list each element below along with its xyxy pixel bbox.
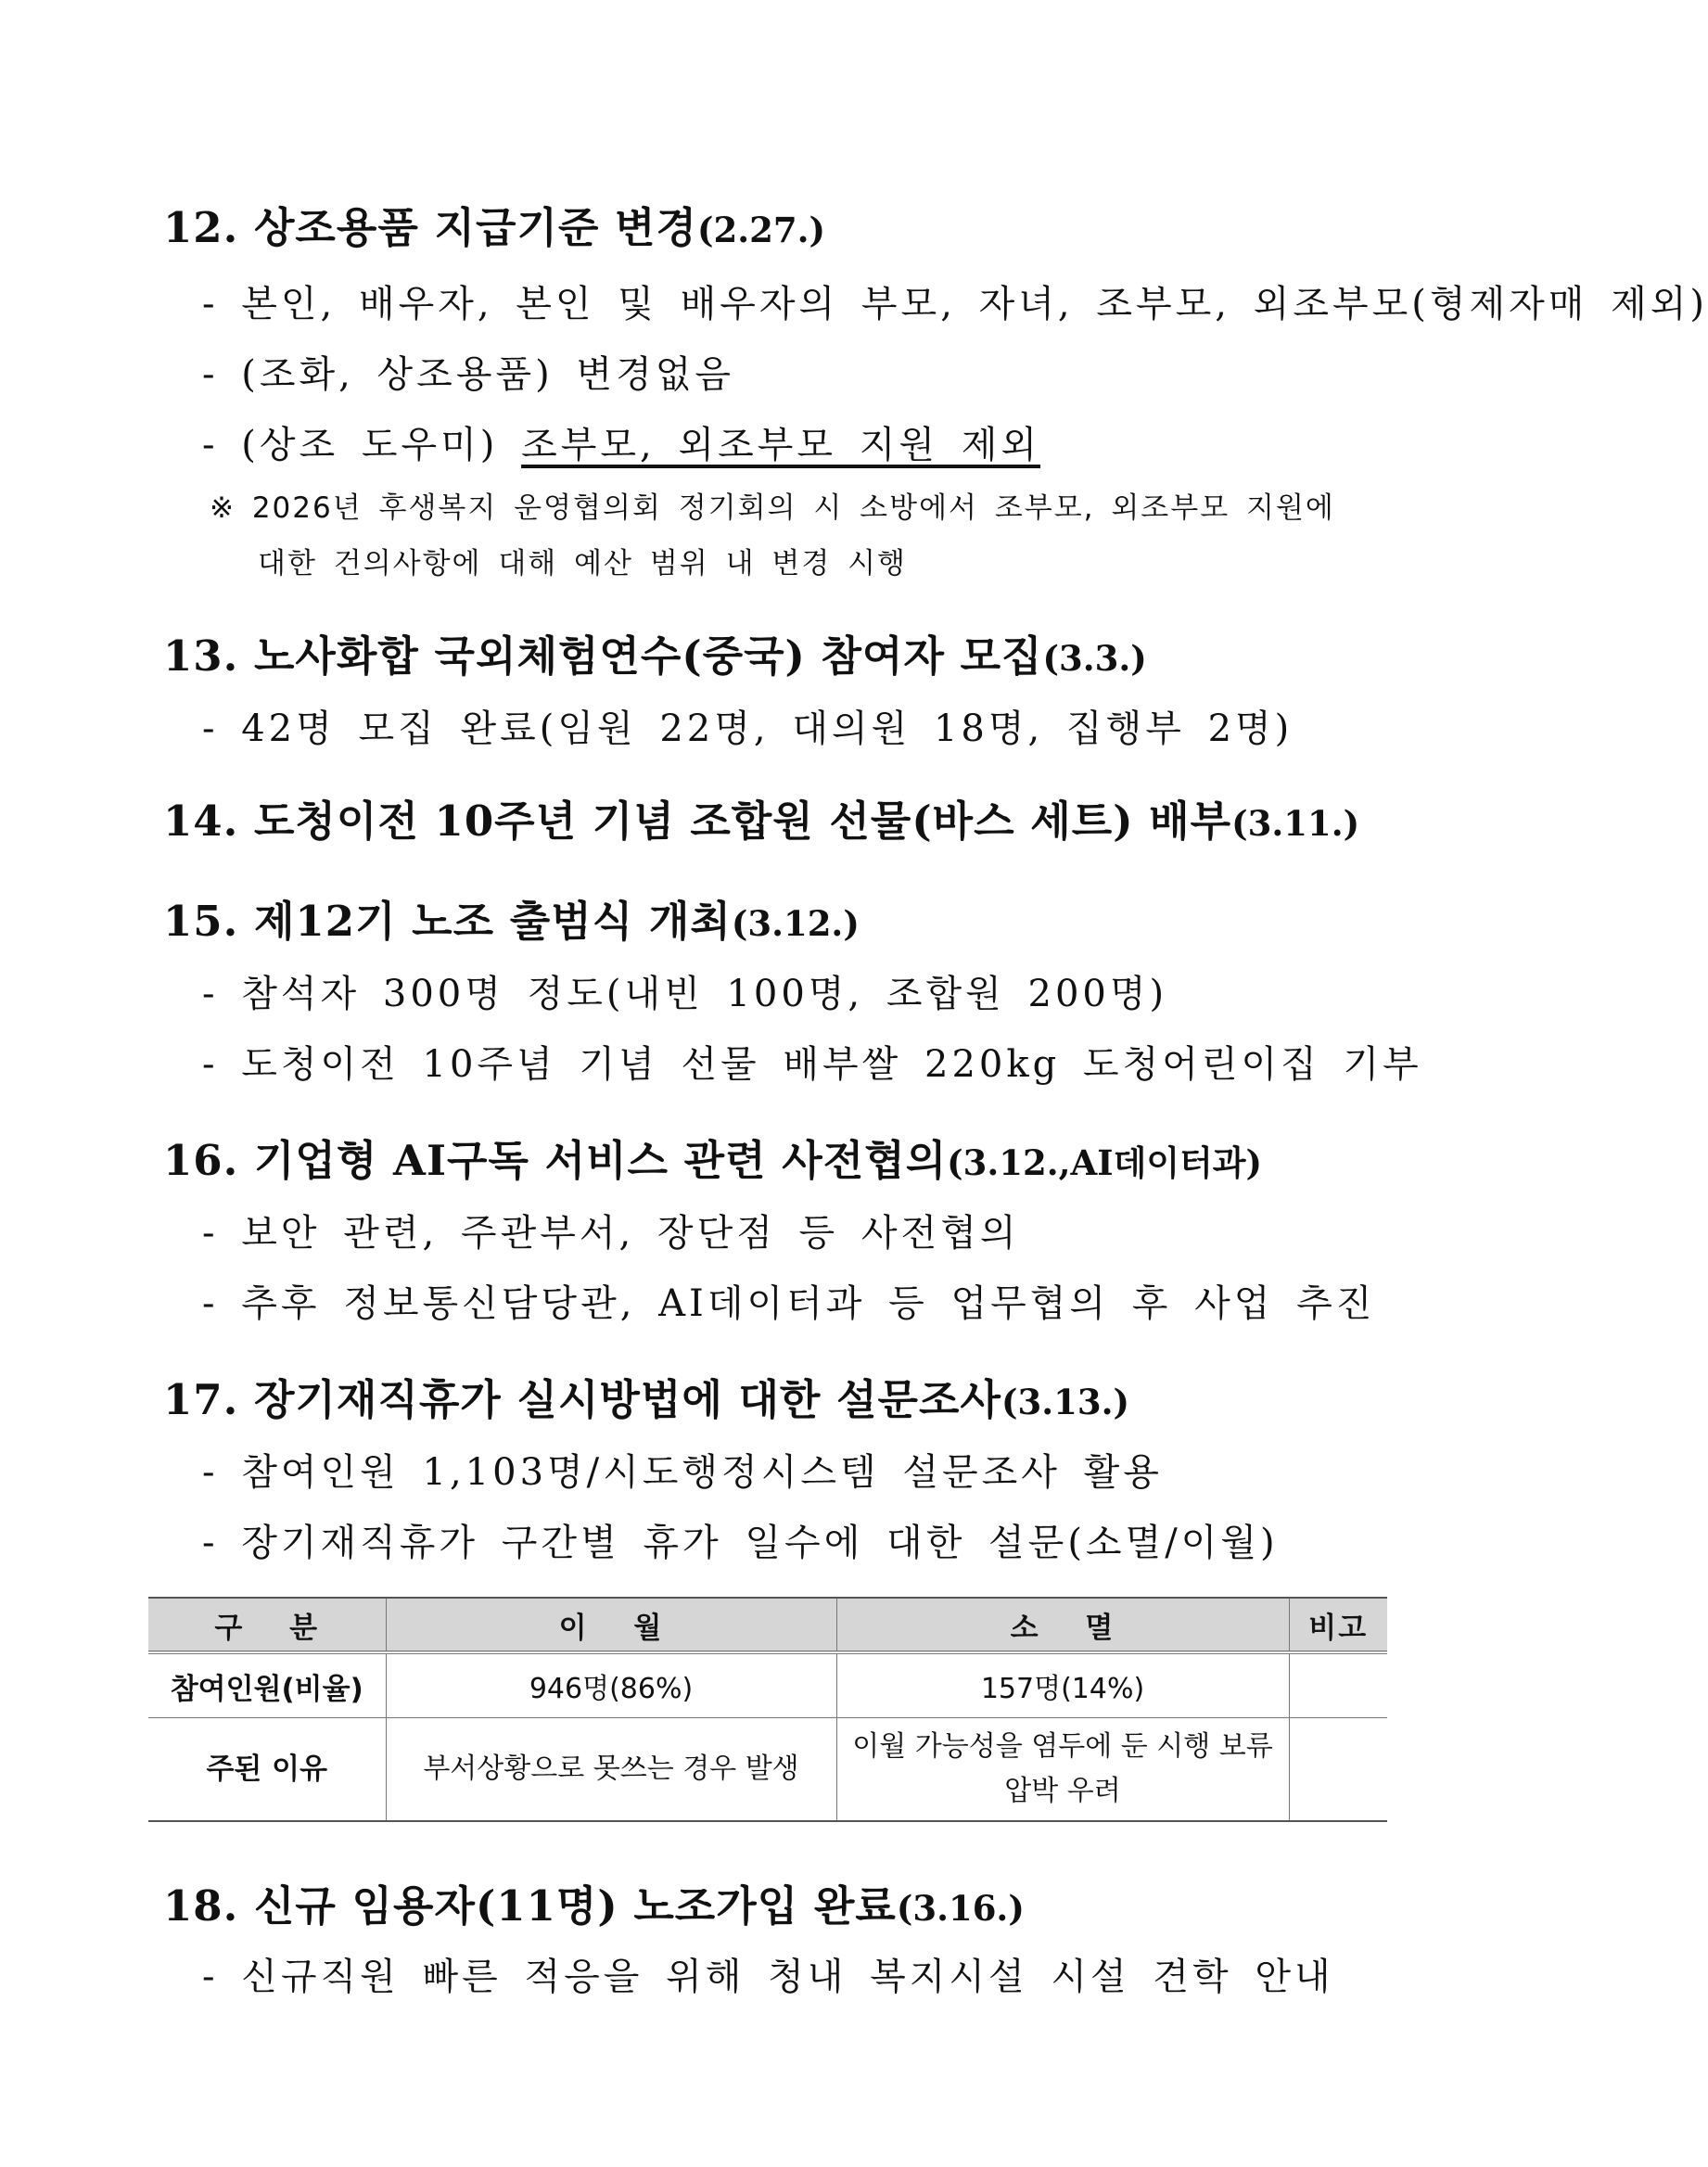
section-16-bullet-2: - 추후 정보통신담당관, AI데이터과 등 업무협의 후 사업 추진 [202,1282,1376,1325]
section-12-bullet-1: - 본인, 배우자, 본인 및 배우자의 부모, 자녀, 조부모, 외조부모(형제자매 제외) [202,283,1708,325]
carryover-cell: 946명(86%) [386,1652,836,1718]
section-date: (3.3.) [1042,638,1147,679]
section-date: (2.27.) [697,210,826,250]
header-category: 구 분 [148,1598,386,1652]
section-13-bullet-1: - 42명 모집 완료(임원 22명, 대의원 18명, 집행부 2명) [202,707,1294,750]
note-cell [1289,1652,1387,1718]
section-15-heading [163,896,860,950]
section-18-bullet-1: - 신규직원 빠른 적응을 위해 청내 복지시설 시설 견학 안내 [202,1956,1334,1998]
survey-results-table [148,1597,1387,1822]
expire-line-2: 압박 우려 [1004,1775,1121,1807]
table-row [148,1718,1387,1822]
section-title: 13. 노사화합 국외체험연수(중국) 참여자 모집 [163,631,1043,681]
section-date: (3.12.) [731,903,860,944]
section-12-heading [163,202,825,256]
carryover-cell: 부서상황으로 못쓰는 경우 발생 [386,1718,836,1822]
section-15-bullet-2: - 도청이전 10주념 기념 선물 배부쌀 220kg 도청어린이집 기부 [202,1043,1422,1086]
section-title: 14. 도청이전 10주년 기념 조합원 선물(바스 세트) 배부 [163,797,1232,846]
header-carryover: 이 월 [386,1598,836,1652]
header-expire: 소 멸 [836,1598,1289,1652]
section-12-note-line-1: ※ 2026년 후생복지 운영협의회 정기회의 시 소방에서 조부모, 외조부모 지원에 [210,491,1335,525]
section-17-heading [163,1374,1129,1428]
section-12-bullet-3 [202,421,1040,469]
expire-line-1: 이월 가능성을 염두에 둔 시행 보류 [852,1730,1273,1763]
section-date: (3.11.) [1231,803,1360,844]
section-12-bullet-2: - (조화, 상조용품) 변경없음 [202,353,734,396]
section-title: 12. 상조용품 지급기준 변경 [163,203,697,252]
row-label: 주된 이유 [148,1718,386,1822]
section-15-bullet-1: - 참석자 300명 정도(내빈 100명, 조합원 200명) [202,973,1168,1015]
section-title: 17. 장기재직휴가 실시방법에 대한 설문조사 [163,1375,1001,1424]
bullet-prefix: - (상조 도우미) [202,424,522,466]
section-14-heading [163,796,1359,849]
section-title: 16. 기업형 AI구독 서비스 관련 사전협의 [163,1136,948,1185]
header-note: 비고 [1289,1598,1387,1652]
table-header-row [148,1598,1387,1652]
row-label: 참여인원(비율) [148,1652,386,1718]
section-16-heading [163,1135,1262,1189]
section-17-bullet-1: - 참여인원 1,103명/시도행정시스템 설문조사 활용 [202,1451,1163,1494]
table-row [148,1652,1387,1718]
section-16-bullet-1: - 보안 관련, 주관부서, 장단점 등 사전협의 [202,1212,1020,1255]
section-title: 15. 제12기 노조 출범식 개최 [163,897,732,946]
note-cell [1289,1718,1387,1822]
section-date: (3.16.) [896,1888,1025,1929]
expire-cell: 157명(14%) [836,1652,1289,1718]
section-18-heading [163,1880,1025,1934]
section-17-bullet-2: - 장기재직휴가 구간별 휴가 일수에 대한 설문(소멸/이월) [202,1522,1279,1564]
section-13-heading [163,631,1147,684]
section-date: (3.12.,AI데이터과) [947,1142,1263,1183]
section-title: 18. 신규 임용자(11명) 노조가입 완료 [163,1881,897,1931]
expire-cell [836,1718,1289,1822]
section-12-note-line-2: 대한 건의사항에 대해 예산 범위 내 변경 시행 [258,547,908,580]
underlined-text: 조부모, 외조부모 지원 제외 [521,424,1040,466]
section-date: (3.13.) [1001,1382,1129,1422]
